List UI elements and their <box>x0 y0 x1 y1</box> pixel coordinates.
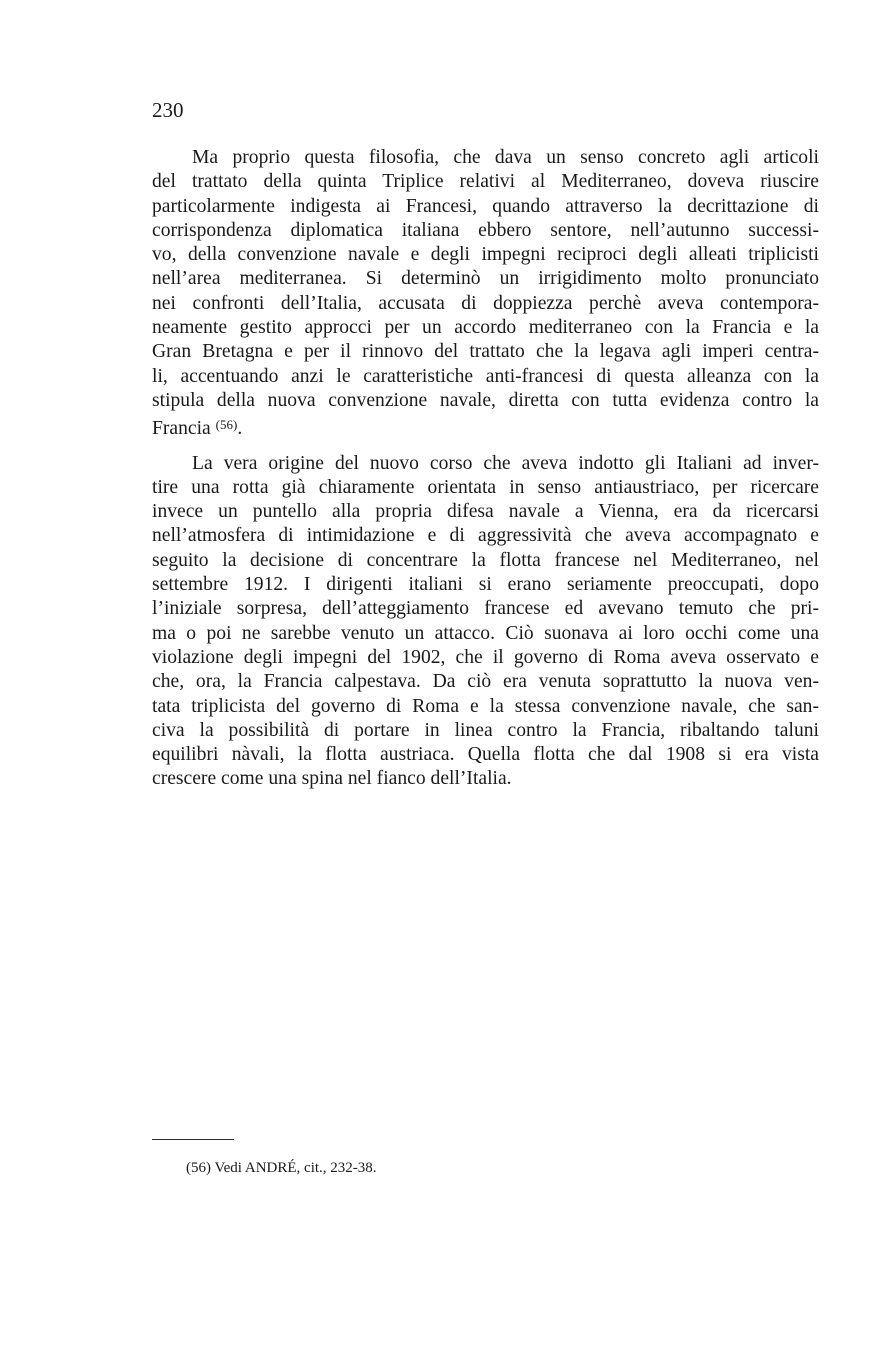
text-line: ma o poi ne sarebbe venuto un attacco. Ciò suonava ai loro occhi come una <box>152 622 819 644</box>
end-punctuation: . <box>237 418 243 440</box>
text-line: Ma proprio questa filosofia, che dava un senso concreto agli articoli <box>192 147 819 168</box>
text-line: violazione degli impegni del 1902, che il governo di Roma aveva osservato e <box>152 646 819 668</box>
text-line: che, ora, la Francia calpestava. Da ciò era venuta soprattutto la nuova ven- <box>152 671 819 693</box>
text-line: particolarmente indigesta ai Francesi, quando attraverso la decrittazione di <box>152 195 819 217</box>
text-line: tire una rotta già chiaramente orientata in senso antiaustriaco, per ricercare <box>152 476 819 498</box>
paragraph-1 <box>152 146 819 442</box>
text-line: equilibri nàvali, la flotta austriaca. Quella flotta che dal 1908 si era vista <box>152 744 819 766</box>
text-line: La vera origine del nuovo corso che aveva indotto gli Italiani ad inver- <box>192 452 819 474</box>
text-line: del trattato della quinta Triplice relativi al Mediterraneo, doveva riuscire <box>152 171 819 193</box>
footnote: (56) Vedi ANDRÉ, cit., 232-38. <box>186 1160 377 1176</box>
text-line: settembre 1912. I dirigenti italiani si erano seriamente preoccupati, dopo <box>152 574 819 596</box>
text-line-last: crescere come una spina nel fianco dell’Italia. <box>152 768 512 790</box>
text-line: l’iniziale sorpresa, dell’atteggiamento francese ed avevano temuto che pri- <box>152 598 819 620</box>
text-line: neamente gestito approcci per un accordo mediterraneo con la Francia e la <box>152 317 819 339</box>
text-line-last <box>152 413 819 441</box>
text-line: nell’atmosfera di intimidazione e di aggressività che aveva accompagnato e <box>152 525 819 547</box>
text-line: stipula della nuova convenzione navale, diretta con tutta evidenza contro la <box>152 389 819 411</box>
text-line: Gran Bretagna e per il rinnovo del trattato che la legava agli imperi centra- <box>152 341 819 363</box>
text-line: invece un puntello alla propria difesa navale a Vienna, era da ricercarsi <box>152 501 819 523</box>
text-line: seguito la decisione di concentrare la flotta francese nel Mediterraneo, nel <box>152 549 819 571</box>
text-line: vo, della convenzione navale e degli impegni reciproci degli alleati triplicisti <box>152 244 819 266</box>
footnote-separator <box>152 1139 234 1140</box>
text-line: corrispondenza diplomatica italiana ebbero sentore, nell’autunno successi- <box>152 219 819 241</box>
text-line: nei confronti dell’Italia, accusata di doppiezza perchè aveva contempora- <box>152 292 819 314</box>
paragraph-2 <box>152 452 819 792</box>
text-line: civa la possibilità di portare in linea contro la Francia, ribaltando taluni <box>152 719 819 741</box>
text-fragment: Francia <box>152 418 211 440</box>
footnote-reference[interactable]: (56) <box>215 417 238 433</box>
body-text <box>152 146 819 802</box>
text-line: nell’area mediterranea. Si determinò un irrigidimento molto pronunciato <box>152 268 819 290</box>
page-number: 230 <box>152 98 184 122</box>
text-line: li, accentuando anzi le caratteristiche anti-francesi di questa alleanza con la <box>152 365 819 387</box>
text-line: tata triplicista del governo di Roma e la stessa convenzione navale, che san- <box>152 695 819 717</box>
